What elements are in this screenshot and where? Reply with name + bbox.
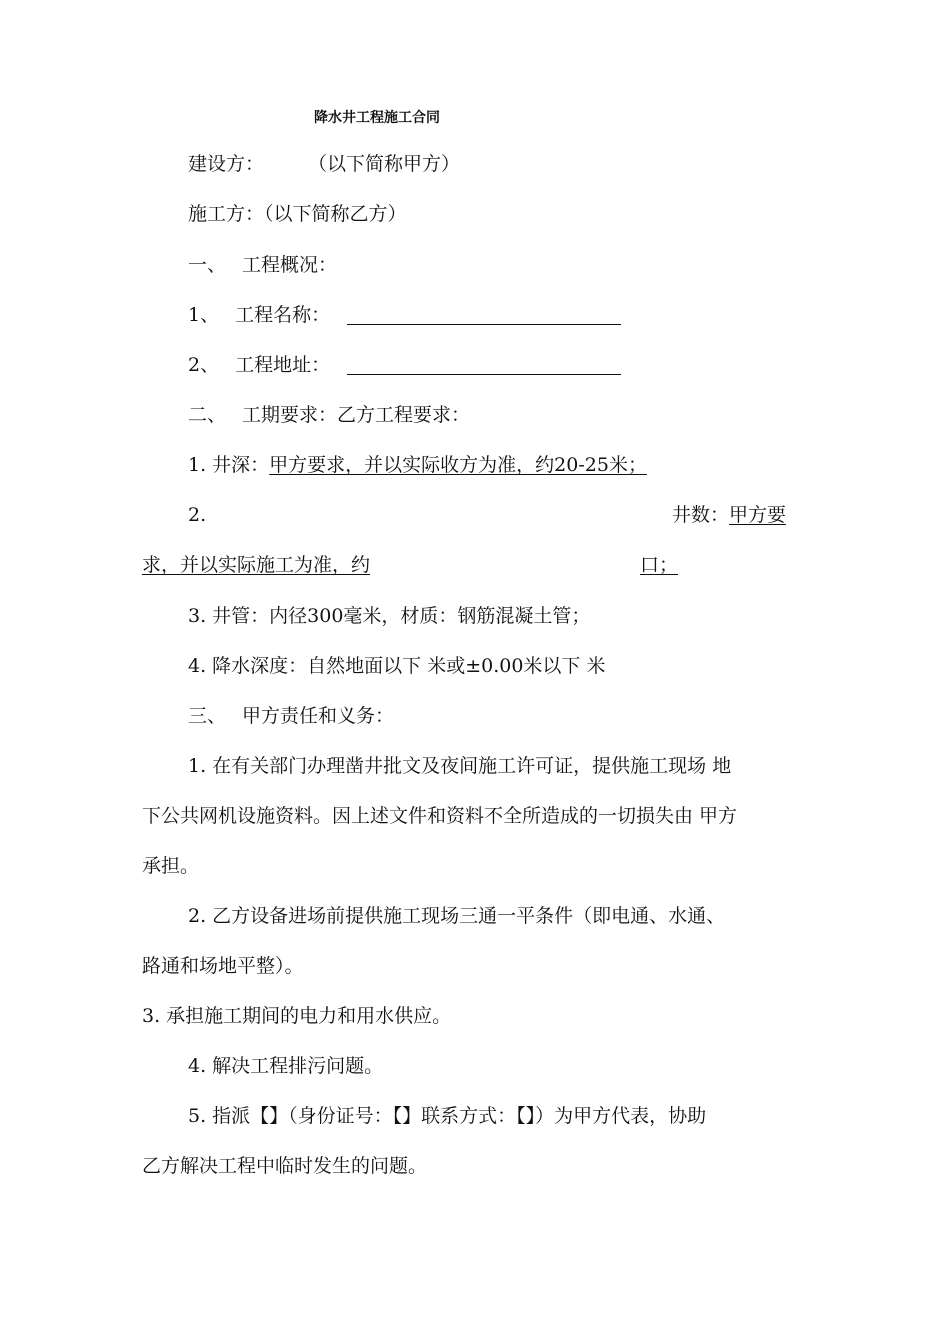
section-1-title: 工程概况： <box>242 254 338 276</box>
duty-3-line: 3. 承担施工期间的电力和用水供应。 <box>142 1005 452 1027</box>
duty-2-line-1: 2. 乙方设备进场前提供施工现场三通一平条件（即电通、水通、 <box>188 905 726 927</box>
well-count-unit: 口； <box>640 554 679 576</box>
project-name-label: 工程名称： <box>235 304 331 326</box>
duty-5-line-2: 乙方解决工程中临时发生的问题。 <box>142 1155 428 1177</box>
well-pipe-line: 3. 井管：内径300毫米，材质：钢筋混凝土管； <box>188 605 591 627</box>
duty-1-line-2: 下公共网机设施资料。因上述文件和资料不全所造成的一切损失由 甲方 <box>142 805 738 827</box>
project-address-label: 工程地址： <box>235 354 331 376</box>
section-2-title: 工期要求：乙方工程要求： <box>242 404 471 426</box>
duty-2-line-2: 路通和场地平整）。 <box>142 955 304 977</box>
duty-4-line: 4. 解决工程排污问题。 <box>188 1055 384 1077</box>
well-count-continuation <box>142 552 678 578</box>
project-name-blank <box>347 324 621 325</box>
party-a-line <box>188 151 460 177</box>
project-address-blank <box>347 374 621 375</box>
party-b-note: （以下简称乙方） <box>264 203 407 225</box>
section-3-title: 甲方责任和义务： <box>242 705 395 727</box>
document-title: 降水井工程施工合同 <box>314 110 440 126</box>
section-3-number: 三、 <box>188 705 227 727</box>
project-address-number: 2、 <box>188 354 220 376</box>
well-depth-value: 甲方要求，并以实际收方为准，约20-25米； <box>269 454 647 476</box>
duty-5-line-1: 5. 指派【】（身份证号：【】联系方式：【】）为甲方代表，协助 <box>188 1105 707 1127</box>
section-2-heading <box>188 402 470 428</box>
well-count-line <box>672 502 786 528</box>
dewatering-depth-line: 4. 降水深度：自然地面以下 米或±0.00米以下 米 <box>188 655 606 677</box>
well-depth-label: 1. 井深： <box>188 454 270 476</box>
project-name-number: 1、 <box>188 304 220 326</box>
project-address-line <box>188 352 330 378</box>
duty-1-line-3: 承担。 <box>142 855 200 877</box>
section-1-heading <box>188 252 337 278</box>
party-a-note: （以下简称甲方） <box>308 153 461 175</box>
section-3-heading <box>188 703 394 729</box>
well-count-value-part2: 求，并以实际施工为准，约 <box>142 554 371 576</box>
well-count-label: 井数： <box>672 504 730 526</box>
well-depth-line <box>188 452 647 478</box>
well-count-number: 2. <box>188 504 207 526</box>
section-1-number: 一、 <box>188 254 227 276</box>
party-b-label: 施工方： <box>188 203 265 225</box>
party-a-label: 建设方： <box>188 153 265 175</box>
well-count-value-part1: 甲方要 <box>729 504 787 526</box>
duty-1-line-1: 1. 在有关部门办理凿井批文及夜间施工许可证，提供施工现场 地 <box>188 755 732 777</box>
project-name-line <box>188 302 330 328</box>
party-b-line <box>188 201 407 227</box>
section-2-number: 二、 <box>188 404 227 426</box>
